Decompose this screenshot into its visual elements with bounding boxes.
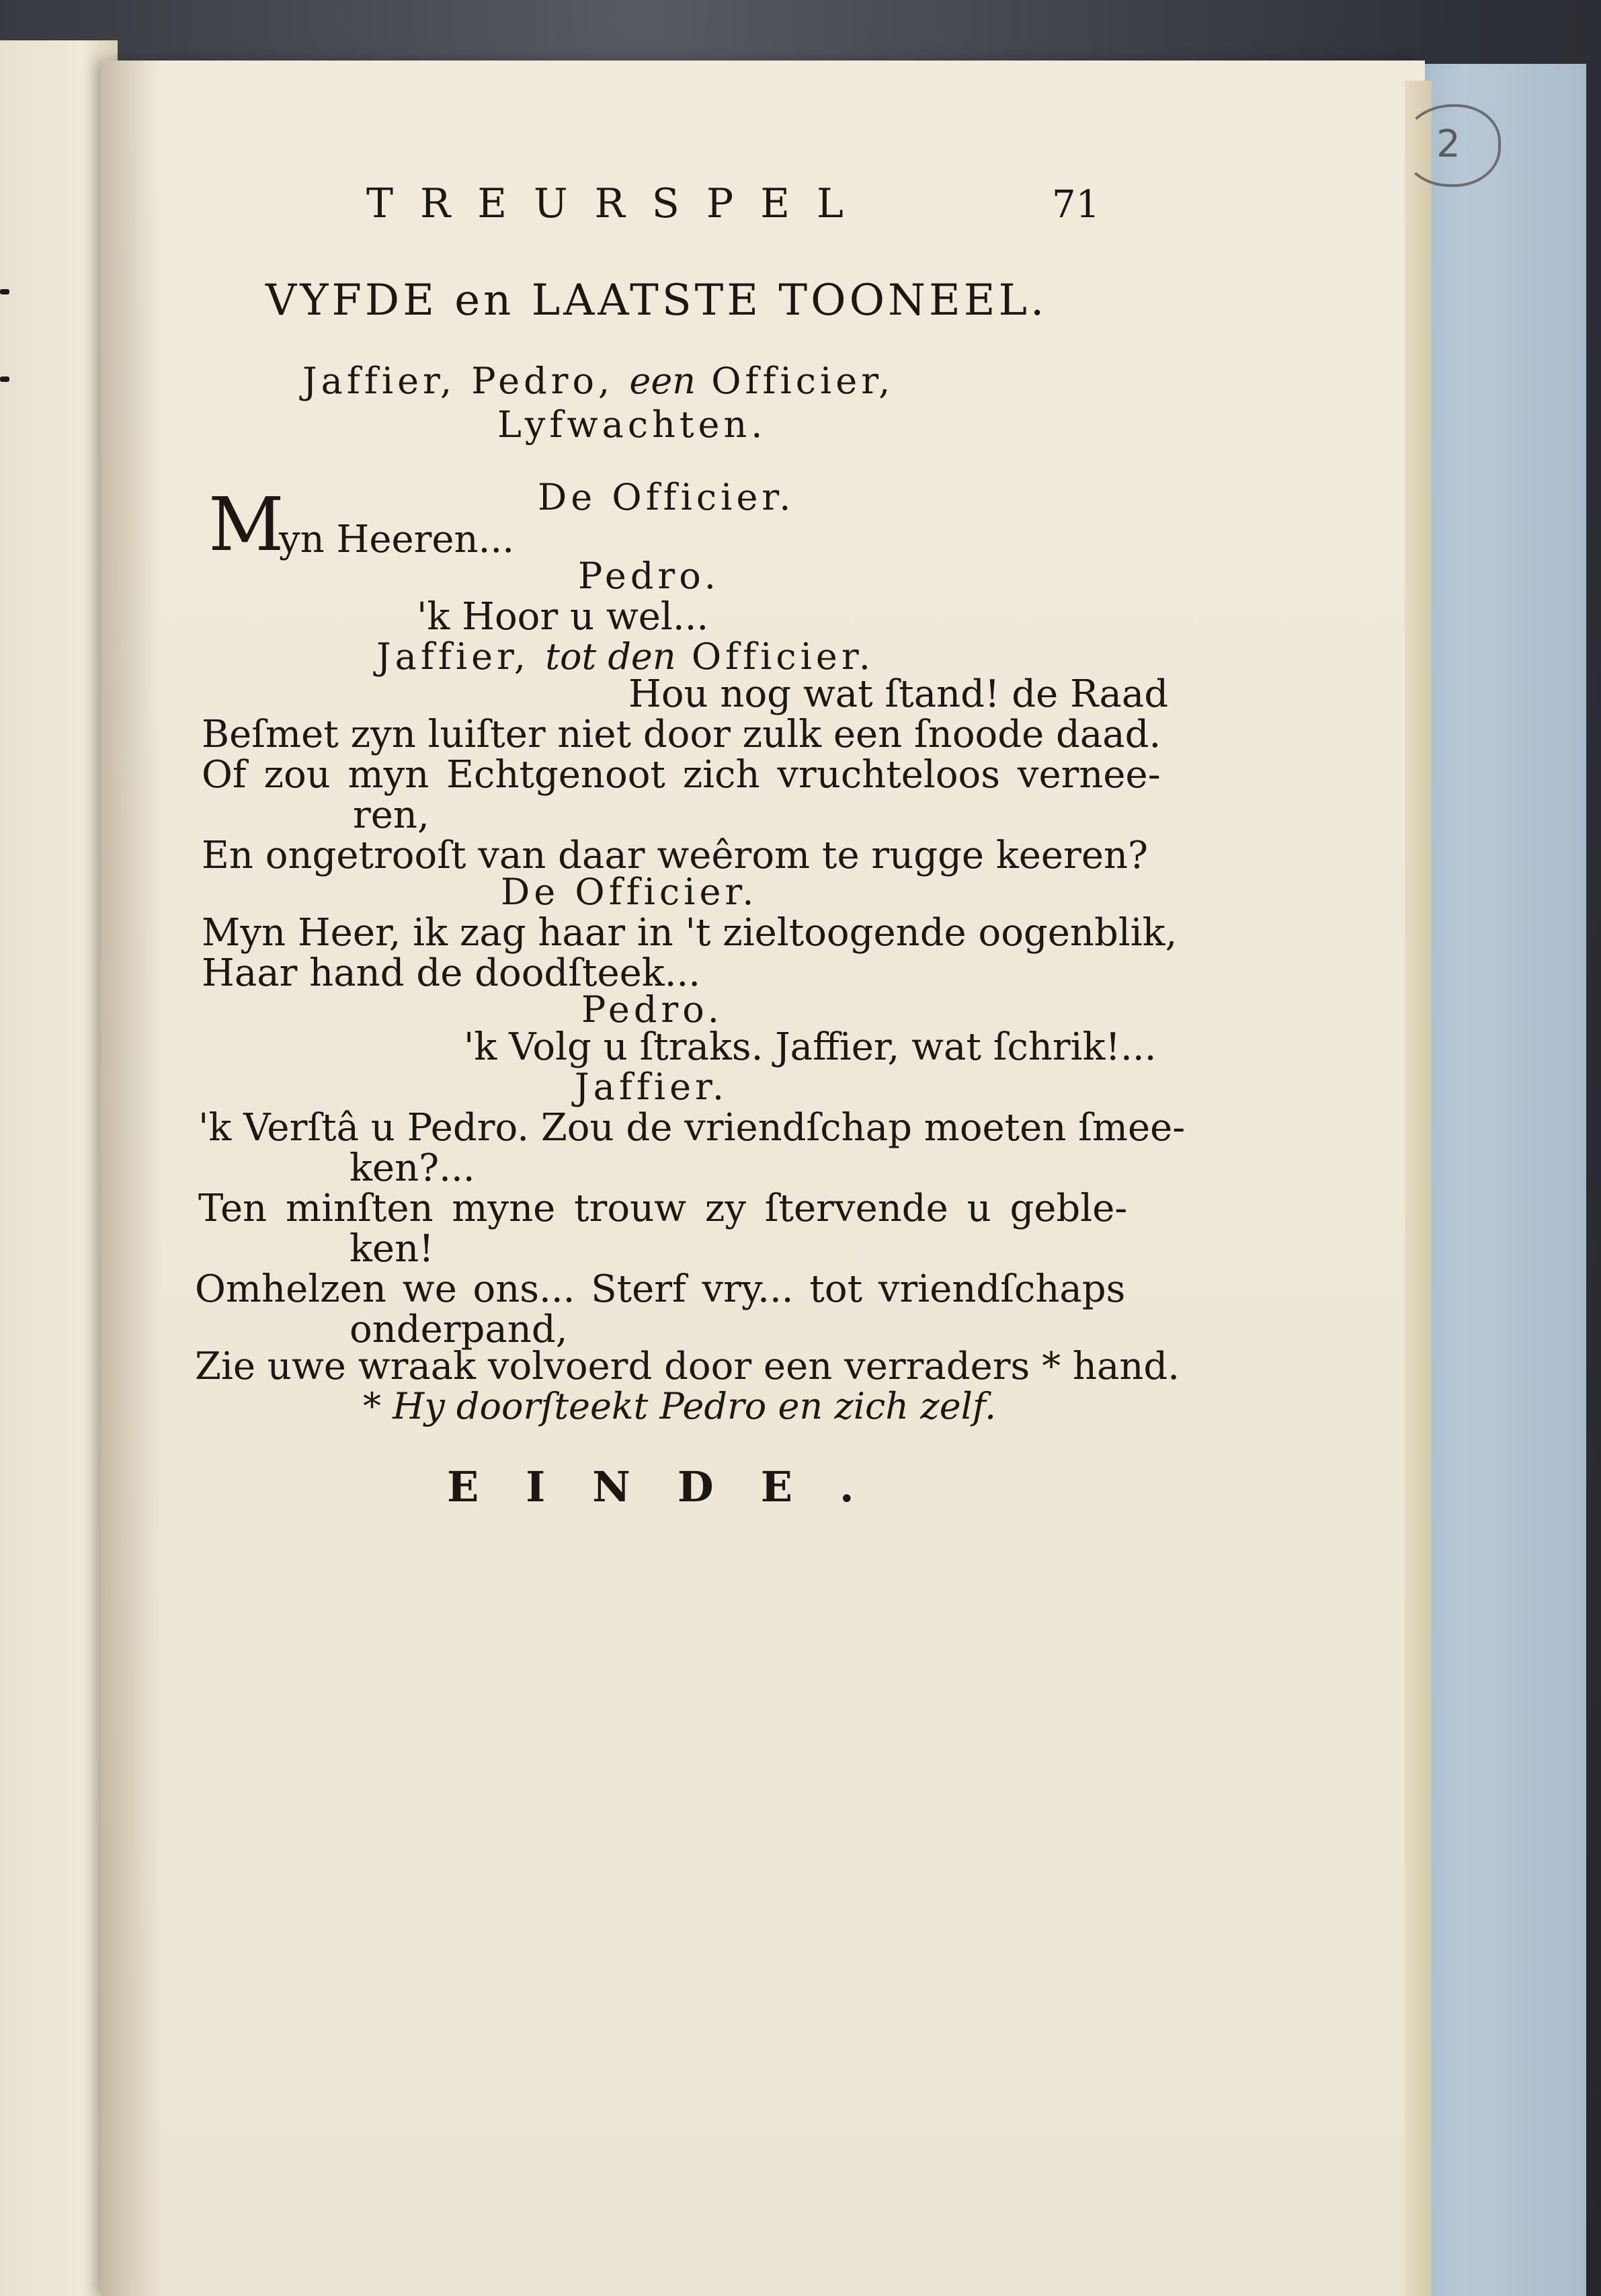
verse-line: En ongetrooſt van daar weêrom te rugge keeren? — [202, 834, 1149, 877]
verse-line-cont: ken?... — [350, 1146, 475, 1190]
speaker-pedro: Pedro. — [581, 988, 723, 1031]
verse-line: Ten minſten myne trouw zy ſtervende u geble- — [198, 1187, 1128, 1230]
speaker-jaffier-officier: Officier. — [691, 635, 874, 678]
persons-line-2: Lyfwachten. — [497, 403, 767, 446]
verse-line: Myn Heer, ik zag haar in 't zieltoogende oogenblik, — [202, 911, 1178, 955]
persons-names: Jaffier, Pedro, — [302, 360, 614, 402]
speaker-pedro: Pedro. — [578, 555, 720, 597]
left-page — [0, 40, 118, 2296]
drop-cap: M — [208, 481, 284, 567]
persons-een: een — [629, 360, 696, 402]
end-mark: EINDE. — [447, 1462, 901, 1511]
persons-line-1 — [302, 360, 894, 402]
verse-line: Of zou myn Echtgenoot zich vruchteloos vernee- — [202, 753, 1161, 797]
pencil-page-number: 2 — [1436, 122, 1461, 166]
persons-officier: Officier, — [711, 360, 895, 402]
verse-line: Omhelzen we ons... Sterf vry... tot vriendſchaps — [195, 1267, 1126, 1311]
scene-title: VYFDE en LAATSTE TOONEEL. — [265, 276, 1048, 325]
verse-line: Haar hand de doodſteek... — [202, 951, 701, 995]
speaker-officier: De Officier. — [501, 871, 758, 913]
page-number: 71 — [1052, 183, 1100, 227]
verse-line: Zie uwe wraak volvoerd door een verraders * hand. — [195, 1345, 1180, 1388]
ink-mark — [0, 289, 9, 294]
verse-line: Hou nog wat ſtand! de Raad — [628, 672, 1169, 716]
verse-line: 'k Hoor u wel... — [417, 595, 709, 639]
verse-line-cont: ren, — [353, 793, 429, 837]
gutter-shadow — [101, 61, 161, 2296]
stage-direction: * Hy doorſteekt Pedro en zich zelf. — [363, 1385, 997, 1427]
speaker-jaffier — [376, 635, 874, 678]
verse-line: yn Heeren... — [279, 518, 514, 561]
speaker-officier: De Officier. — [538, 476, 795, 518]
speaker-jaffier-direction: tot den — [545, 635, 676, 678]
verse-line-cont: onderpand, — [350, 1308, 568, 1351]
running-head: TREURSPEL — [366, 180, 870, 227]
ink-mark — [0, 377, 9, 382]
verse-line-cont: ken! — [350, 1227, 434, 1271]
verse-line: 'k Volg u ſtraks. Jaffier, wat ſchrik!... — [464, 1025, 1157, 1069]
verse-line: 'k Verſtâ u Pedro. Zou de vriendſchap moeten ſmee- — [198, 1106, 1186, 1150]
page-edge — [1405, 81, 1432, 2296]
speaker-jaffier-name: Jaffier, — [376, 635, 530, 678]
speaker-jaffier: Jaffier. — [575, 1066, 729, 1108]
verse-line: Beſmet zyn luiſter niet door zulk een ſnoode daad. — [202, 713, 1161, 756]
